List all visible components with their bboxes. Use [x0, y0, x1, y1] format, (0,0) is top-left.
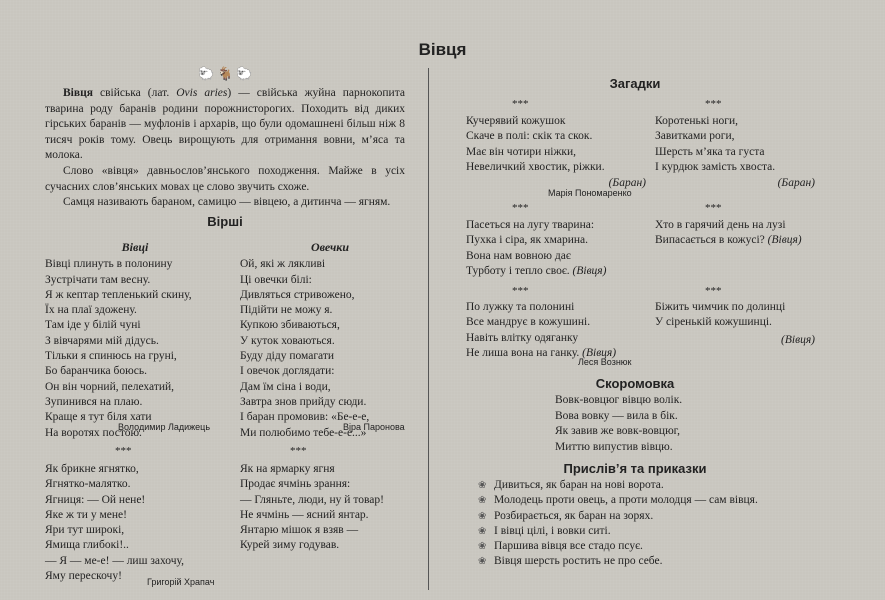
stars-separator: *** [705, 98, 722, 110]
poem-author: Віра Паронова [343, 422, 405, 432]
text-line: Завтра знов прийду сюди. [240, 395, 367, 408]
poem-author: Григорій Храпач [147, 577, 215, 587]
text-line: Турботу і тепло своє. (Вівця) [466, 265, 607, 278]
text-line: Як брикне ягнятко, [45, 463, 139, 475]
stars-separator: *** [705, 285, 722, 297]
riddle-answer: (Вівця) [582, 347, 617, 360]
page-title: Вівця [418, 40, 467, 59]
text-line: Зупинився на плаю. [45, 395, 143, 408]
text-line: Краще я тут біля хати [45, 411, 152, 424]
text-line: Не лиша вона на ганку. (Вівця) [466, 347, 617, 360]
text-line: Тільки я спинюсь на груні, [45, 350, 177, 363]
text-line: Я ж кептар тепленький скину, [45, 288, 192, 301]
text-line: Ці овечки білі: [240, 273, 312, 286]
stars-separator: *** [512, 285, 529, 297]
text-line: — Я — ме-е! — лиш захочу, [45, 554, 184, 567]
text-line: Навіть влітку одяганку [466, 331, 579, 344]
text-line: Янтарю мішок я взяв — [240, 524, 359, 537]
intro-text [45, 86, 405, 211]
riddles-heading: Загадки [609, 76, 661, 91]
text-line: Коротенькі ноги, [655, 115, 739, 127]
text-line: Невеличкий хвостик, ріжки. [466, 161, 605, 174]
riddle-3 [466, 218, 656, 280]
poems-heading: Вірші [207, 214, 243, 229]
text-line: Підійти не можу я. [240, 304, 333, 317]
poem-author: Володимир Ладижець [118, 422, 211, 432]
text-line: Купкою збиваються, [240, 319, 340, 332]
text-line: Дивляться стривожено, [240, 288, 355, 301]
text-line: У куток ховаються. [240, 334, 335, 347]
text-line: Скаче в полі: скік та скок. [466, 130, 593, 143]
text-line: У сіренькій кожушинці. [655, 316, 772, 329]
riddle-6: Біжить чимчик по долинці У сіренькій кожушинці. (Вівця) [655, 301, 815, 346]
text-line: Ой, які ж лякливі [240, 258, 326, 271]
stars-separator: *** [705, 202, 722, 214]
text-line: І курдюк замість хвоста. [655, 161, 776, 174]
text-line: Кучерявий кожушок [466, 115, 566, 127]
proverbs-list [478, 478, 828, 570]
stars-separator: *** [512, 98, 529, 110]
flower-bullet-icon: ❀ [478, 541, 487, 553]
flower-bullet-icon: ❀ [478, 480, 487, 491]
text-line: Бо баранчика боюсь. [45, 365, 147, 378]
stars-separator: *** [115, 445, 132, 457]
text-line: Дам їм сіна і води, [240, 380, 331, 393]
text-line: Випасається в кожусі? (Вівця) [655, 234, 802, 247]
riddle-answer: (Вівця) [572, 265, 607, 278]
proverb-item: ❀ Паршива вівця все стадо псує. [478, 539, 828, 554]
flower-bullet-icon: ❀ [478, 525, 487, 537]
proverb-item: ❀ Молодець проти овець, а проти молодця — сам вівця. [478, 493, 828, 508]
text-line: На воротях постою. [45, 426, 142, 439]
text-line: По лужку та полонині [466, 301, 575, 313]
poem-title: Вівці [121, 240, 149, 254]
proverb-item: ❀ Розбирається, як баран на зорях. [478, 509, 828, 524]
flower-bullet-icon: ❀ [478, 495, 487, 507]
text-line: Шерсть м’яка та густа [655, 145, 765, 158]
text-line: Пухка і сіра, як хмарина. [466, 234, 589, 247]
text-line: Буду діду помагати [240, 350, 335, 363]
stars-separator: *** [290, 445, 307, 457]
text-line: Їх на плаї здожену. [45, 304, 137, 317]
text-line: Он він чорний, пелехатий, [45, 380, 175, 393]
text-line: Завитками роги, [655, 130, 735, 143]
proverb-item: ❀ І вівці цілі, і вовки ситі. [478, 524, 828, 539]
text-line: Курей зиму годував. [240, 539, 340, 552]
text-line: Продає ячмінь зрання: [240, 478, 351, 491]
riddle-4 [655, 218, 825, 249]
proverbs-heading: Прислів’я та приказки [563, 461, 707, 476]
proverb-item: ❀ Вівця шерсть ростить не про себе. [478, 554, 828, 569]
riddle-author: Марія Пономаренко [548, 188, 632, 198]
text-line: Пасеться на лугу тварина: [466, 219, 595, 231]
poem-title: Овечки [310, 240, 350, 254]
riddle-author: Леся Вознюк [578, 357, 632, 367]
tongue-twister [555, 393, 755, 455]
proverb-item: ❀ Дивиться, як баран на нові ворота. [478, 478, 828, 493]
text-line: Біжить чимчик по долинці [655, 301, 786, 313]
text-line: З вівчарями мій дідусь. [45, 334, 159, 347]
text-line: Яри тут широкі, [45, 524, 125, 537]
flower-bullet-icon: ❀ [478, 510, 487, 522]
text-line: Ми полюбимо тебе-е-е...» [240, 426, 367, 439]
intro-paragraph-3: Самця називають бараном, самицю — вівцею, а дитинча — ягням. [63, 196, 391, 209]
text-line: Вова вовку — вила в бік. [555, 409, 678, 422]
intro-paragraph-1: Вівця свійська (лат. Ovis aries) — свійська жуйна парнокопита тварина роду баранів родини порожнисторогих. Походить від диких гірських баранів — муфлонів і архарів, що були одомашнені більш ніж 8 тисяч років тому. Овець вирощують для отримання вовни, м’яса та молока. [45, 87, 405, 162]
text-line: Має він чотири ніжки, [466, 145, 577, 158]
poem-yahnya [240, 462, 420, 554]
text-line: Як на ярмарку ягня [240, 463, 335, 475]
poem-vivtsi [45, 240, 225, 441]
riddle-answer: (Вівця) [767, 234, 802, 247]
flower-bullet-icon: ❀ [478, 556, 487, 568]
text-line: Яму перескочу! [45, 570, 122, 583]
text-line: Там іде у білій чуні [45, 319, 141, 332]
text-line: Ягниця: — Ой нене! [45, 493, 146, 506]
sheep-icon: 🐑🐐🐑 [198, 66, 256, 81]
column-divider [428, 68, 429, 590]
stars-separator: *** [512, 202, 529, 214]
text-line: Все мандрує в кожушині. [466, 316, 591, 329]
text-line: Вівці плинуть в полонину [45, 258, 173, 271]
text-line: Не ячмінь — ясний янтар. [240, 508, 369, 521]
text-line: Ямища глибокі!.. [45, 539, 129, 552]
text-line: Миттю випустив вівцю. [555, 440, 673, 453]
intro-paragraph-2: Слово «вівця» давньослов’янського походження. Майже в усіх сучасних слов’янських мовах це слово звучить схоже. [45, 164, 405, 193]
riddle-1: Кучерявий кожушок Скаче в полі: скік та скок. Має він чотири ніжки, Невеличкий хвостик, ріжки. (Баран) [466, 115, 646, 189]
text-line: І баран промовив: «Бе-е-е, [240, 411, 370, 424]
text-line: Яке ж ти у мене! [45, 508, 127, 521]
text-line: — Гляньте, люди, ну й товар! [240, 493, 384, 506]
text-line: Вона нам вовною дає [466, 249, 571, 262]
text-line: Як завив же вовк-вовцюг, [555, 425, 680, 437]
riddle-2: Коротенькі ноги, Завитками роги, Шерсть м’яка та густа І курдюк замість хвоста. (Баран) [655, 115, 815, 189]
text-line: І овечок доглядати: [240, 365, 335, 378]
text-line: Зустрічати там весну. [45, 273, 151, 286]
text-line: Ягнятко-малятко. [45, 478, 131, 491]
text-line: Хто в гарячий день на лузі [655, 219, 786, 231]
tongue-twister-heading: Скоромовка [595, 376, 675, 391]
poem-yahnyatko [45, 462, 225, 584]
poem-ovechky [240, 240, 420, 441]
text-line: Вовк-вовцюг вівцю волік. [555, 394, 683, 406]
riddle-5 [466, 300, 656, 362]
